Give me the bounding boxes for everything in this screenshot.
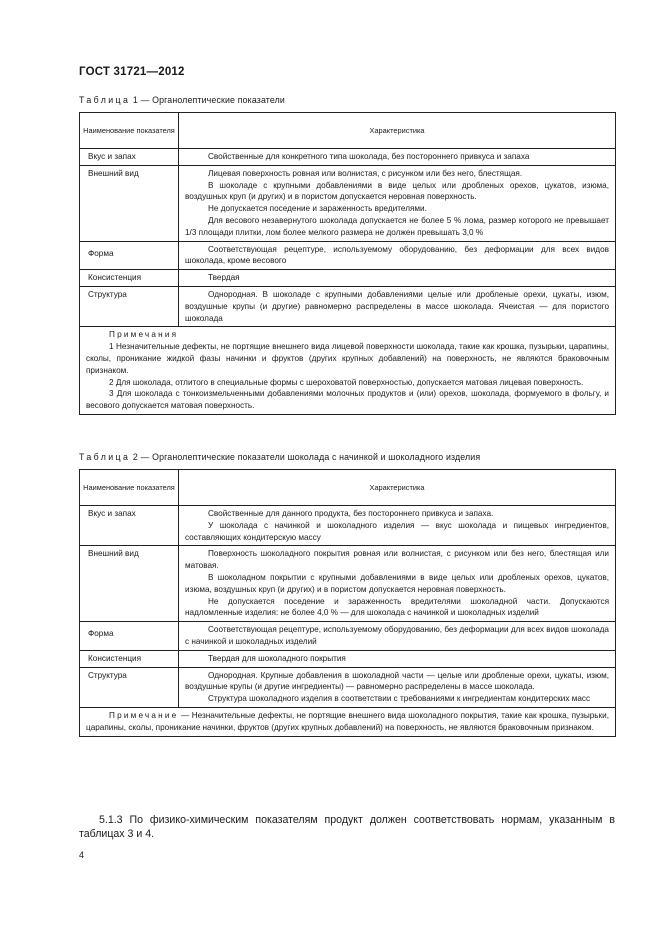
- table1-header-row: [80, 113, 616, 149]
- table1-col-char-header: Характеристика: [179, 113, 616, 149]
- row-line: Твердая для шоколадного покрытия: [208, 653, 346, 663]
- row-name: Вкус и запах: [80, 149, 179, 166]
- table2-col-char-header: Характеристика: [179, 470, 616, 506]
- table1: [79, 112, 616, 415]
- row-text: [179, 286, 616, 326]
- note-item: 2 Для шоколада, отлитого в специальные формы с шероховатой поверхностью, допускается матовая лицевая поверхность.: [109, 377, 584, 387]
- table-row: [80, 546, 616, 622]
- table2-caption-text: 2 — Органолептические показатели шоколада с начинкой и шоколадного изделия: [132, 452, 481, 462]
- table2-col-name-header: Наименование показателя: [80, 470, 179, 506]
- row-text: [179, 546, 616, 622]
- table2-note-row: [80, 707, 616, 736]
- table-row: [80, 622, 616, 651]
- row-name: Структура: [80, 286, 179, 326]
- row-text: [179, 149, 616, 166]
- row-line: В шоколаде с крупными добавлениями в виде целых или дробленых орехов, цукатов, изюма, воздушных круп (и других) и в пористом допускается неровная поверхность.: [185, 180, 609, 202]
- row-text: [179, 241, 616, 270]
- table-row: [80, 241, 616, 270]
- table1-notes: [80, 327, 616, 415]
- row-name: Консистенция: [80, 650, 179, 667]
- row-text: [179, 667, 616, 707]
- table2-caption: [79, 452, 480, 462]
- notes-title: Примечания: [109, 330, 179, 340]
- row-name: Вкус и запах: [80, 506, 179, 546]
- table1-notes-row: [80, 327, 616, 415]
- row-line: Для весового незавернутого шоколада допускается не более 5 % лома, размер которого не превышает 1/3 площади плитки, лом более мелкого размера не должен превышать 3,0 %: [185, 215, 609, 237]
- row-text: [179, 270, 616, 287]
- body-paragraph: [79, 813, 615, 841]
- table2-header-row: [80, 470, 616, 506]
- table-row: [80, 270, 616, 287]
- note-text: — Незначительные дефекты, не портящие внешнего вида шоколадного покрытия, такие как крошка, пузырьки, царапины, сколы, проникание начинки, фруктов (других крупных добавлений) на поверхность, не являются браковочным признаком.: [86, 710, 609, 732]
- row-line: Лицевая поверхность ровная или волнистая, с рисунком или без него, блестящая.: [208, 168, 523, 178]
- row-line: Не допускается поседение и зараженность вредителями шоколадной части. Допускаются надломленные изделия: не более 4,0 % — для шоколада с начинкой и шоколадных изделий: [185, 596, 609, 618]
- row-name: Внешний вид: [80, 165, 179, 241]
- table2-note: [80, 707, 616, 736]
- row-line: Однородная. В шоколаде с крупными добавлениями целые или дробленые орехи, цукаты, изюм, воздушные крупы (и другие) равномерно распределены в массе шоколада. Ячеистая — для пористого шоколада: [185, 289, 609, 323]
- row-name: Консистенция: [80, 270, 179, 287]
- row-name: Форма: [80, 241, 179, 270]
- row-line: Свойственные для конкретного типа шоколада, без постороннего привкуса и запаха: [208, 152, 530, 161]
- row-text: [179, 506, 616, 546]
- note-item: 3 Для шоколада с тонкоизмельченными добавлениями молочных продуктов и (или) орехов, шоколада, формуемого в фольгу, и весового допускается матовая поверхность.: [86, 389, 609, 411]
- row-name: Структура: [80, 667, 179, 707]
- row-line: Твердая: [208, 273, 240, 283]
- table-row: [80, 506, 616, 546]
- row-line: Соответствующая рецептуре, используемому оборудованию, без деформации для всех видов шоколада с начинкой и шоколадных изделий: [185, 625, 609, 646]
- table1-caption: [79, 95, 285, 105]
- note-title: Примечание: [109, 710, 179, 720]
- paragraph-5-1-3: 5.1.3 По физико-химическим показателям продукт должен соответствовать нормам, указанным в таблицах 3 и 4.: [79, 814, 615, 840]
- row-line: Свойственные для данного продукта, без постороннего привкуса и запаха.: [208, 509, 494, 518]
- table1-caption-word: Таблица: [79, 95, 131, 105]
- table2-caption-word: Таблица: [79, 452, 131, 462]
- table-row: [80, 667, 616, 707]
- row-line: У шоколада с начинкой и шоколадного изделия — вкус шоколада и пищевых ингредиентов, составляющих кондитерскую массу: [185, 520, 609, 542]
- row-text: [179, 622, 616, 651]
- note-item: [86, 710, 609, 734]
- table1-col-name-header: Наименование показателя: [80, 113, 179, 149]
- table-row: [80, 149, 616, 166]
- row-name: Форма: [80, 622, 179, 651]
- row-line: В шоколадном покрытии с крупными добавлениями в виде целых или дробленых орехов, цукатов, изюма, воздушных круп (и других) и в пористом допускается неровная поверхность.: [185, 572, 609, 594]
- table1-caption-text: 1 — Органолептические показатели: [132, 95, 285, 105]
- table-row: [80, 650, 616, 667]
- table-row: [80, 165, 616, 241]
- document-code: ГОСТ 31721—2012: [79, 66, 185, 78]
- row-name: Внешний вид: [80, 546, 179, 622]
- row-text: [179, 165, 616, 241]
- row-line: Не допускается поседение и зараженность вредителями.: [208, 204, 427, 214]
- table-row: [80, 286, 616, 326]
- row-line: Однородная. Крупные добавления в шоколадной части — целые или дробленые орехи, цукаты, изюм, воздушные крупы (и другие ингредиенты) — равномерно распределены в массе шоколада.: [185, 670, 609, 692]
- page-number: 4: [79, 850, 85, 860]
- note-item: 1 Незначительные дефекты, не портящие внешнего вида лицевой поверхности шоколада, такие как крошка, пузырьки, царапины, сколы, проникание жидкой фазы начинки и фруктов (других крупных добавлений) на поверхность, не являются браковочным признаком.: [86, 342, 609, 375]
- table2: [79, 469, 616, 737]
- row-line: Соответствующая рецептуре, используемому оборудованию, без деформации для всех видов шоколада, кроме весового: [185, 244, 609, 266]
- row-line: Поверхность шоколадного покрытия ровная или волнистая, с рисунком или без него, блестящая или матовая.: [185, 549, 609, 571]
- row-text: [179, 650, 616, 667]
- row-line: Структура шоколадного изделия в соответствии с требованиями к ингредиентам кондитерских масс: [208, 694, 591, 704]
